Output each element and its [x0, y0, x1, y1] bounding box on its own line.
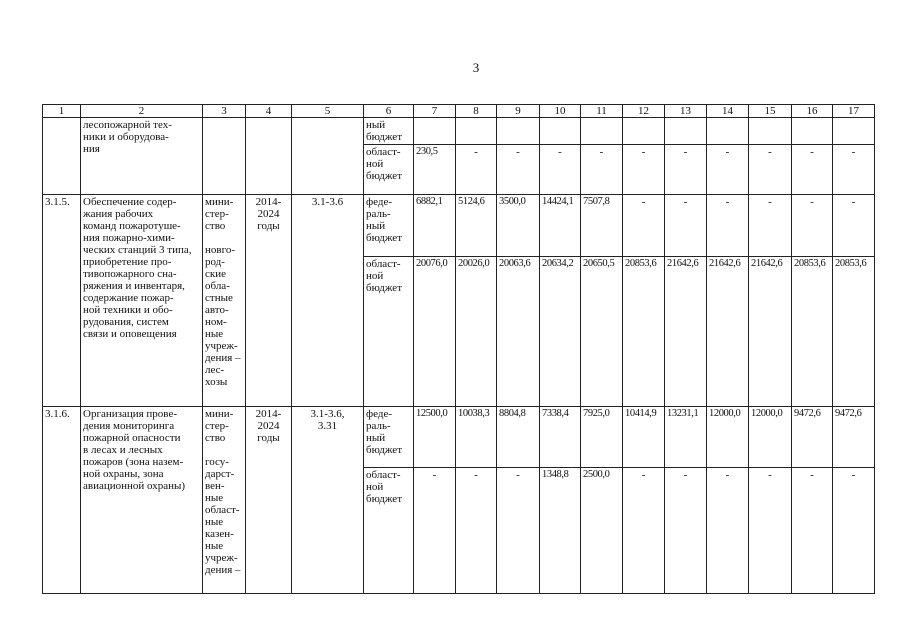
table-row: [43, 118, 875, 145]
value-cell: [792, 118, 833, 145]
source-cell: ный бюджет: [364, 118, 414, 145]
value-cell: -: [833, 195, 875, 257]
program-table: [42, 104, 875, 594]
header-cell: 12: [623, 105, 665, 118]
value-cell: -: [833, 145, 875, 195]
value-cell: -: [581, 145, 623, 195]
value-cell: -: [792, 195, 833, 257]
table-row: [43, 407, 875, 468]
value-cell: -: [665, 468, 707, 594]
source-cell: област- ной бюджет: [364, 468, 414, 594]
value-cell: 20853,6: [833, 257, 875, 407]
value-cell: -: [749, 145, 792, 195]
value-cell: 3500,0: [497, 195, 540, 257]
header-cell: 11: [581, 105, 623, 118]
value-cell: [623, 118, 665, 145]
value-cell: [833, 118, 875, 145]
value-cell: 5124,6: [456, 195, 497, 257]
value-cell: 20063,6: [497, 257, 540, 407]
value-cell: 12000,0: [749, 407, 792, 468]
value-cell: 14424,1: [540, 195, 581, 257]
header-cell: 16: [792, 105, 833, 118]
header-cell: 3: [203, 105, 246, 118]
executor-cell: [203, 118, 246, 195]
value-cell: -: [792, 145, 833, 195]
row-code-cell: 3.1.6.: [43, 407, 81, 594]
value-cell: -: [749, 195, 792, 257]
value-cell: 13231,1: [665, 407, 707, 468]
value-cell: -: [497, 468, 540, 594]
header-cell: 14: [707, 105, 749, 118]
value-cell: 20853,6: [623, 257, 665, 407]
executor-cell: мини- стер- ство новго- род- ские обла- стные авто- ном- ные учреж- дения – лес- хозы: [203, 195, 246, 407]
value-cell: 6882,1: [414, 195, 456, 257]
value-cell: 10414,9: [623, 407, 665, 468]
value-cell: -: [707, 468, 749, 594]
value-cell: [749, 118, 792, 145]
value-cell: -: [665, 195, 707, 257]
value-cell: 21642,6: [749, 257, 792, 407]
value-cell: -: [497, 145, 540, 195]
event-name-cell: лесопожарной тех- ники и оборудова- ния: [81, 118, 203, 195]
value-cell: -: [792, 468, 833, 594]
value-cell: 21642,6: [665, 257, 707, 407]
value-cell: [581, 118, 623, 145]
header-cell: 7: [414, 105, 456, 118]
value-cell: [665, 118, 707, 145]
value-cell: 12000,0: [707, 407, 749, 468]
header-cell: 17: [833, 105, 875, 118]
value-cell: -: [456, 468, 497, 594]
value-cell: [414, 118, 456, 145]
source-cell: област- ной бюджет: [364, 145, 414, 195]
source-cell: феде- раль- ный бюджет: [364, 195, 414, 257]
header-row: [43, 105, 875, 118]
value-cell: -: [540, 145, 581, 195]
page-number: 3: [472, 60, 480, 75]
value-cell: 1348,8: [540, 468, 581, 594]
indicators-cell: 3.1-3.6: [292, 195, 364, 407]
indicators-cell: [292, 118, 364, 195]
years-cell: [246, 118, 292, 195]
event-name-cell: Организация прове- дения мониторинга пожарной опасности в лесах и лесных пожаров (зона назем- ной охраны, зона авиационной охраны): [81, 407, 203, 594]
years-cell: 2014- 2024 годы: [246, 407, 292, 594]
value-cell: 20026,0: [456, 257, 497, 407]
indicators-cell: 3.1-3.6, 3.31: [292, 407, 364, 594]
row-code-cell: [43, 118, 81, 195]
event-name-cell: Обеспечение содер- жания рабочих команд пожаротуше- ния пожарно-хими- ческих станций 3 типа, приобретение про- тивопожарного сна- ряжения и инвентаря, содержание пожар- ной техники и обо- рудования, систем связи и оповещения: [81, 195, 203, 407]
header-cell: 1: [43, 105, 81, 118]
header-cell: 13: [665, 105, 707, 118]
value-cell: [540, 118, 581, 145]
value-cell: 8804,8: [497, 407, 540, 468]
value-cell: 9472,6: [792, 407, 833, 468]
value-cell: 230,5: [414, 145, 456, 195]
source-cell: феде- раль- ный бюджет: [364, 407, 414, 468]
value-cell: 2500,0: [581, 468, 623, 594]
value-cell: -: [833, 468, 875, 594]
years-cell: 2014- 2024 годы: [246, 195, 292, 407]
header-cell: 15: [749, 105, 792, 118]
source-cell: област- ной бюджет: [364, 257, 414, 407]
value-cell: 20076,0: [414, 257, 456, 407]
header-cell: 2: [81, 105, 203, 118]
value-cell: -: [707, 145, 749, 195]
header-cell: 6: [364, 105, 414, 118]
value-cell: -: [623, 468, 665, 594]
value-cell: -: [456, 145, 497, 195]
value-cell: 21642,6: [707, 257, 749, 407]
value-cell: -: [623, 195, 665, 257]
value-cell: 12500,0: [414, 407, 456, 468]
value-cell: 7925,0: [581, 407, 623, 468]
value-cell: 20853,6: [792, 257, 833, 407]
value-cell: 7338,4: [540, 407, 581, 468]
header-cell: 4: [246, 105, 292, 118]
value-cell: -: [665, 145, 707, 195]
value-cell: 10038,3: [456, 407, 497, 468]
value-cell: -: [749, 468, 792, 594]
value-cell: 9472,6: [833, 407, 875, 468]
value-cell: -: [414, 468, 456, 594]
value-cell: 20650,5: [581, 257, 623, 407]
row-code-cell: 3.1.5.: [43, 195, 81, 407]
value-cell: -: [707, 195, 749, 257]
value-cell: [497, 118, 540, 145]
value-cell: 20634,2: [540, 257, 581, 407]
value-cell: -: [623, 145, 665, 195]
header-cell: 9: [497, 105, 540, 118]
value-cell: [456, 118, 497, 145]
value-cell: 7507,8: [581, 195, 623, 257]
header-cell: 8: [456, 105, 497, 118]
value-cell: [707, 118, 749, 145]
executor-cell: мини- стер- ство госу- дарст- вен- ные област- ные казен- ные учреж- дения –: [203, 407, 246, 594]
header-cell: 5: [292, 105, 364, 118]
header-cell: 10: [540, 105, 581, 118]
table-row: [43, 195, 875, 257]
